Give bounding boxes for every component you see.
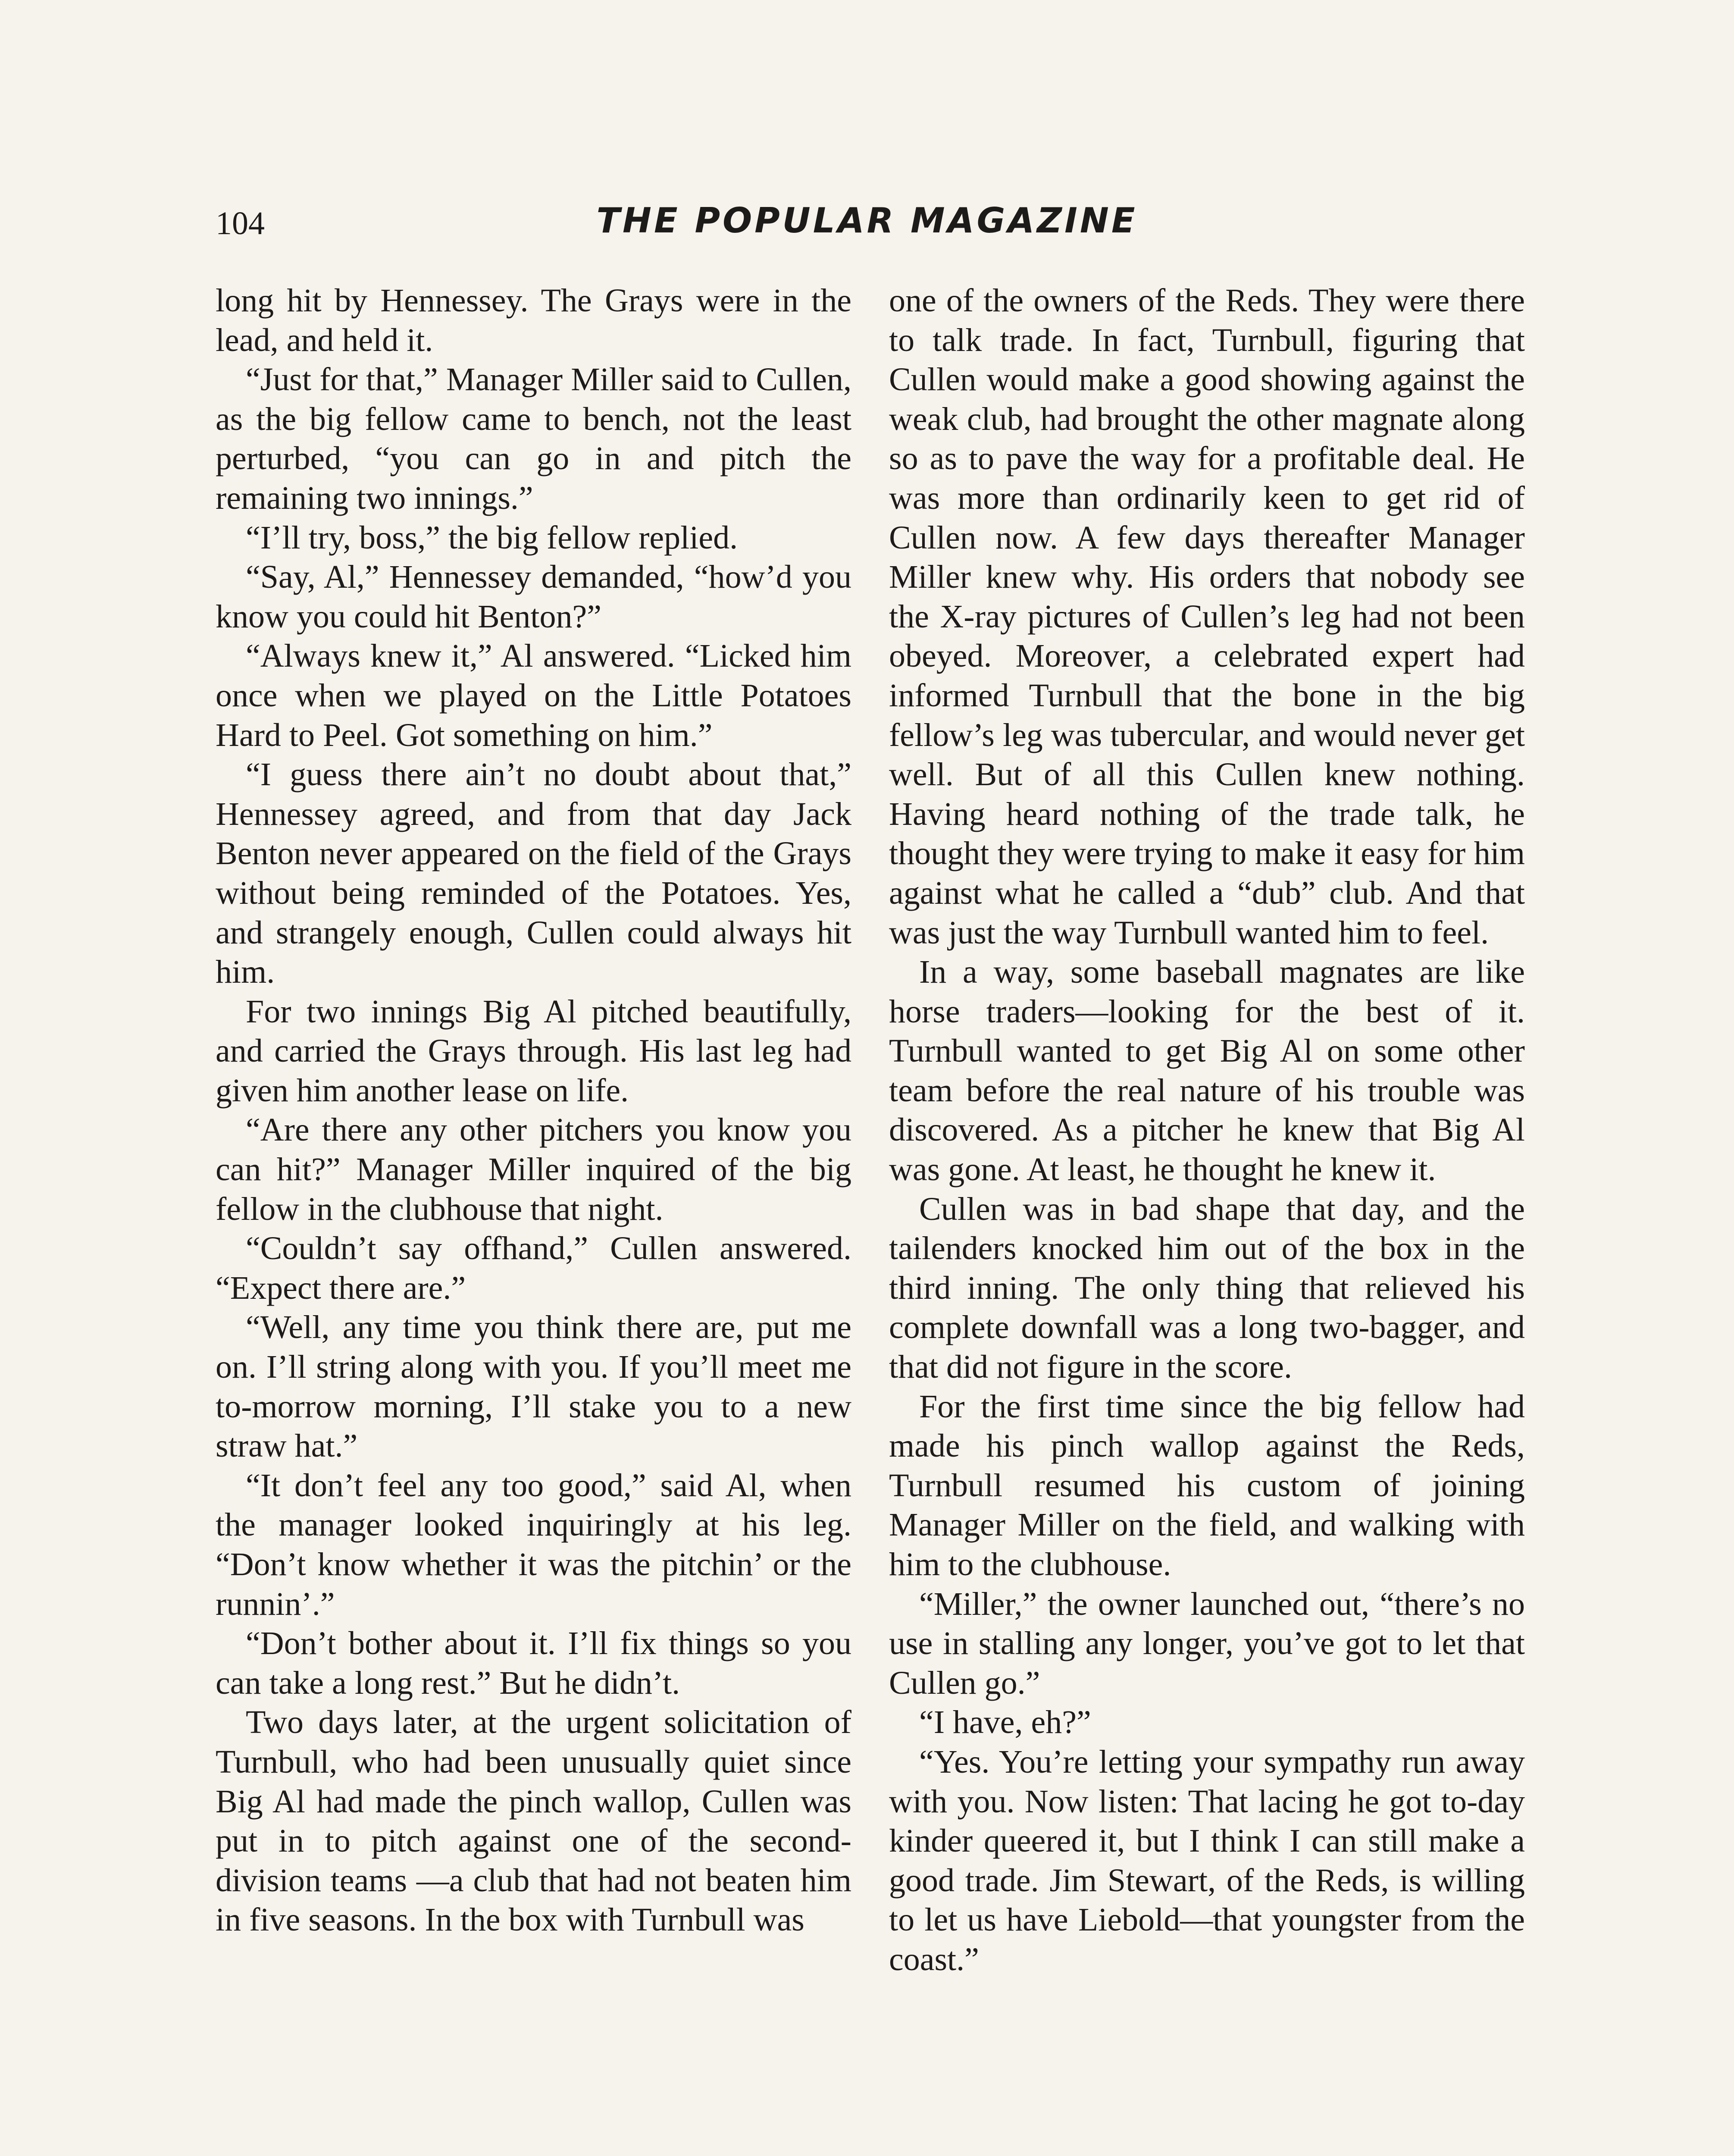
paragraph: “Yes. You’re letting your sympathy run away with you. Now listen: That lacing he got to-day kinder queered it, but I think I can still make a good trade. Jim Stewart, of the Reds, is willing to let us have Liebold—that youngster from the coast.” [889, 1743, 1525, 1977]
paragraph: “Are there any other pitchers you know you can hit?” Manager Miller inquired of the big fellow in the clubhouse that night. [216, 1112, 851, 1227]
paragraph: In a way, some baseball magnates are like horse traders—looking for the best of it. Turnbull wanted to get Big Al on some other team before the real nature of his trouble was discovered. As a pitcher he knew that Big Al was gone. At least, he thought he knew it. [889, 954, 1525, 1188]
running-head: THE POPULAR MAGAZINE [596, 201, 1138, 241]
paragraph: one of the owners of the Reds. They were there to talk trade. In fact, Turnbull, figuring that Cullen would make a good showing against the weak club, had brought the other magnate along so as to pave the way for a profitable deal. He was more than ordinarily keen to get rid of Cullen now. A few days thereafter Manager Miller knew why. His orders that nobody see the X-ray pictures of Cullen’s leg had not been obeyed. Moreover, a celebrated expert had informed Turnbull that the bone in the big fellow’s leg was tubercular, and would never get well. But of all this Cullen knew nothing. Having heard nothing of the trade talk, he thought they were trying to make it easy for him against what he called a “dub” club. And that was just the way Turnbull wanted him to feel. [889, 282, 1525, 951]
paragraph: Cullen was in bad shape that day, and the tailenders knocked him out of the box in the third inning. The only thing that relieved his complete downfall was a long two-bagger, and that did not figure in the score. [889, 1191, 1525, 1385]
left-column [216, 281, 851, 1940]
paragraph: “Always knew it,” Al answered. “Licked him once when we played on the Little Potatoes Hard to Peel. Got something on him.” [216, 638, 851, 753]
paragraph: “I’ll try, boss,” the big fellow replied. [246, 519, 738, 556]
paragraph: “Miller,” the owner launched out, “there’s no use in stalling any longer, you’ve got to let that Cullen go.” [889, 1586, 1525, 1701]
paragraph: “Don’t bother about it. I’ll fix things so you can take a long rest.” But he didn’t. [216, 1625, 851, 1701]
paragraph: “I have, eh?” [919, 1704, 1091, 1741]
paragraph: For two innings Big Al pitched beautifully, and carried the Grays through. His last leg had given him another lease on life. [216, 993, 851, 1109]
paragraph: Two days later, at the urgent solicitation of Turnbull, who had been unusually quiet since Big Al had made the pinch wallop, Cullen was put in to pitch against one of the second-division teams —a club that had not beaten him in five seasons. In the box with Turnbull was [216, 1704, 851, 1938]
paragraph: long hit by Hennessey. The Grays were in the lead, and held it. [216, 282, 851, 358]
right-column [889, 281, 1525, 1980]
paragraph: “Say, Al,” Hennessey demanded, “how’d you know you could hit Benton?” [216, 559, 851, 635]
page-number: 104 [216, 205, 265, 241]
paragraph: “It don’t feel any too good,” said Al, when the manager looked inquiringly at his leg. “Don’t know whether it was the pitchin’ or the runnin’.” [216, 1467, 851, 1622]
paragraph: “I guess there ain’t no doubt about that,” Hennessey agreed, and from that day Jack Benton never appeared on the field of the Grays without being reminded of the Potatoes. Yes, and strangely enough, Cullen could always hit him. [216, 756, 851, 990]
paragraph: “Couldn’t say offhand,” Cullen answered. “Expect there are.” [216, 1230, 851, 1306]
paragraph: “Just for that,” Manager Miller said to Cullen, as the big fellow came to bench, not the least perturbed, “you can go in and pitch the remaining two innings.” [216, 361, 851, 516]
paragraph: For the first time since the big fellow had made his pinch wallop against the Reds, Turnbull resumed his custom of joining Manager Miller on the field, and walking with him to the clubhouse. [889, 1388, 1525, 1583]
paragraph: “Well, any time you think there are, put me on. I’ll string along with you. If you’ll meet me to-morrow morning, I’ll stake you to a new straw hat.” [216, 1309, 851, 1464]
